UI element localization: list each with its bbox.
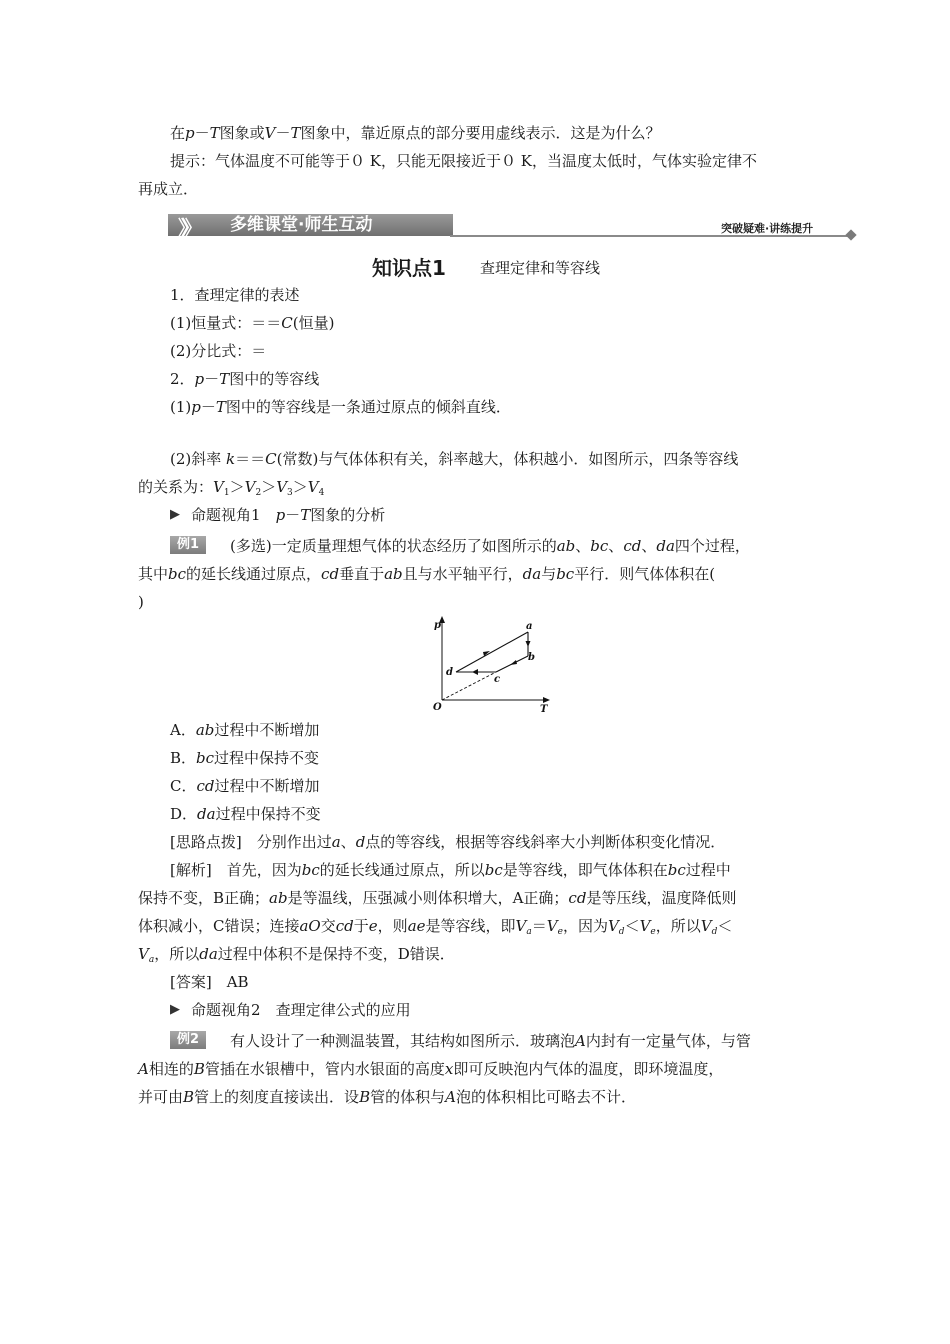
label-c: c	[494, 674, 501, 685]
analysis-line2: 保持不变，B正确；ab是等温线，压强减小则体积增大，A正确；cd是等压线，温度降低则	[138, 889, 737, 907]
option-b: B．bc过程中保持不变	[170, 749, 320, 767]
angle-1-heading: 命题视角1 p－T图象的分析	[191, 506, 386, 524]
knowledge-point-subtitle: 查理定律和等容线	[480, 259, 601, 277]
option-a: A．ab过程中不断增加	[170, 721, 320, 739]
intro-question: 在p－T图象或V－T图象中，靠近原点的部分要用虚线表示．这是为什么？	[170, 124, 661, 142]
section-banner-subtitle: 突破疑难·讲练提升	[721, 222, 814, 235]
option-c: C．cd过程中不断增加	[170, 777, 320, 795]
section-banner-title: 多维课堂·师生互动	[230, 215, 373, 235]
analysis-line1: [解析] 首先，因为bc的延长线通过原点，所以bc是等容线，即气体体积在bc过程中	[170, 861, 731, 879]
section-2b-line2: 的关系为：$V_1>V_2>V_3>V_4$	[138, 478, 325, 498]
answer-text: [答案] AB	[170, 973, 249, 991]
t-axis-arrow-icon	[543, 697, 550, 703]
arrow-ab-icon	[526, 641, 531, 647]
knowledge-point-title: 知识点1	[372, 256, 446, 280]
section-1b: (2)分比式：＝	[170, 342, 267, 360]
angle-2-heading: 命题视角2 查理定律公式的应用	[191, 1001, 411, 1019]
label-t: T	[540, 704, 548, 714]
label-b: b	[528, 652, 535, 663]
p-t-diagram	[428, 614, 558, 714]
analysis-line3: 体积减小，C错误；连接aO交cd于e，则ae是等容线，即$V_a=V_e$，因为$V_d<V_e$，所以$V_d<$	[138, 917, 733, 937]
intro-hint-line2: 再成立．	[138, 180, 199, 198]
arrow-bc-icon	[510, 660, 517, 665]
play-triangle-icon: ▶	[170, 507, 180, 522]
example-1-badge: 例1	[170, 536, 206, 554]
section-2b-line1: (2)斜率 k＝＝C(常数)与气体体积有关，斜率越大，体积越小．如图所示，四条等容线	[170, 450, 739, 468]
diamond-icon	[845, 229, 856, 240]
label-d: d	[446, 667, 453, 678]
label-o: O	[433, 702, 442, 713]
play-triangle-icon: ▶	[170, 1002, 180, 1017]
intro-hint-line1: 提示：气体温度不可能等于０ K，只能无限接近于０ K，当温度太低时，气体实验定律不	[170, 152, 757, 170]
analysis-line4: $V_a$，所以da过程中体积不是保持不变，D错误．	[138, 945, 455, 965]
example-2-line2: A相连的B管插在水银槽中，管内水银面的高度x即可反映泡内气体的温度，即环境温度，	[138, 1060, 724, 1078]
example-2-line1: 有人设计了一种测温装置，其结构如图所示．玻璃泡A内封有一定量气体，与管	[230, 1032, 751, 1050]
approach-text: [思路点拨] 分别作出过a、d点的等容线，根据等容线斜率大小判断体积变化情况．	[170, 833, 726, 851]
option-d: D．da过程中保持不变	[170, 805, 321, 823]
example-1-line1: (多选)一定质量理想气体的状态经历了如图所示的ab、bc、cd、da四个过程，	[230, 537, 750, 555]
example-1-line3: )	[138, 593, 144, 611]
line-da	[456, 632, 528, 672]
section-2a: (1)p－T图中的等容线是一条通过原点的倾斜直线．	[170, 398, 511, 416]
section-2-heading: 2．p－T图中的等容线	[170, 370, 320, 388]
label-p: p	[434, 620, 441, 631]
arrow-cd-icon	[472, 669, 478, 675]
example-2-badge: 例2	[170, 1031, 206, 1049]
section-1a: (1)恒量式：＝＝C(恒量)	[170, 314, 335, 332]
example-1-line2: 其中bc的延长线通过原点，cd垂直于ab且与水平轴平行，da与bc平行．则气体体积在(	[138, 565, 716, 583]
example-2-line3: 并可由B管上的刻度直接读出．设B管的体积与A泡的体积相比可略去不计．	[138, 1088, 636, 1106]
section-1-heading: 1．查理定律的表述	[170, 286, 300, 304]
chevron-double-icon: 》》	[178, 216, 196, 240]
label-a: a	[526, 621, 533, 632]
